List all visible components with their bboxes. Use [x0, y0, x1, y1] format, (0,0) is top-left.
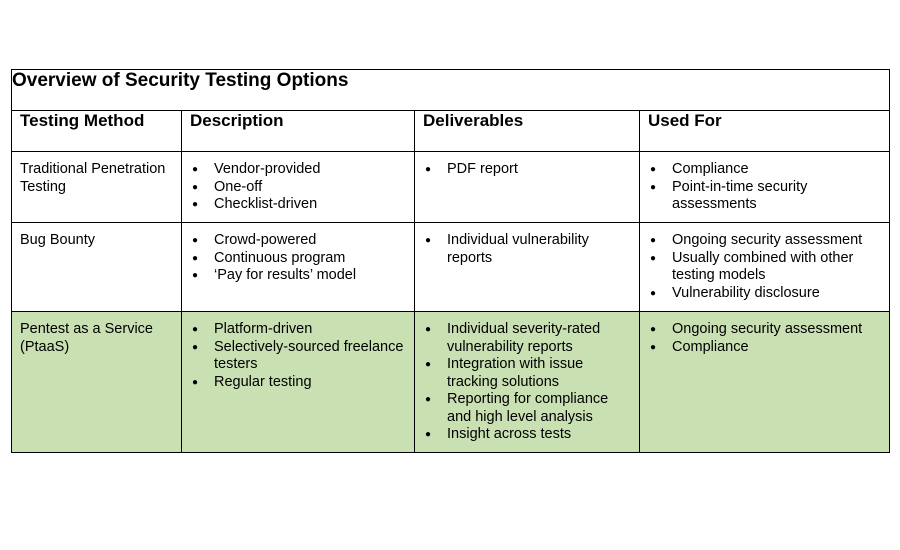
bullet-text: ‘Pay for results’ model [214, 267, 357, 283]
bullet-icon: ● [650, 235, 657, 246]
bullet-text: Insight across tests [447, 426, 572, 442]
bullet-icon: ● [650, 341, 657, 353]
bullet-item [190, 179, 406, 197]
bullet-icon: ● [192, 252, 199, 264]
deliverables-cell [415, 223, 640, 312]
bullet-text: One-off [214, 178, 263, 195]
bullet-icon: ● [425, 235, 432, 246]
bullet-item [190, 196, 406, 214]
bullet-text: Continuous program [214, 249, 346, 266]
bullet-item [423, 356, 631, 391]
description-list [190, 321, 406, 391]
used-for-cell [640, 223, 890, 312]
bullet-item [648, 250, 881, 285]
bullet-item [190, 232, 406, 250]
method-cell: Pentest as a Service (PtaaS) [12, 312, 182, 453]
method-cell: Bug Bounty [12, 223, 182, 312]
header-row [12, 111, 890, 152]
bullet-text: Compliance [672, 338, 749, 355]
title-row [12, 70, 890, 111]
description-cell [182, 223, 415, 312]
method-cell: Traditional Penetration Testing [12, 152, 182, 223]
bullet-icon: ● [192, 324, 199, 335]
bullet-item [190, 339, 406, 374]
deliverables-cell [415, 312, 640, 453]
bullet-icon: ● [650, 324, 657, 335]
bullet-text: Ongoing security assessment [672, 232, 863, 248]
bullet-icon: ● [650, 181, 657, 193]
header-used-for: Used For [640, 111, 890, 152]
deliverables-list [423, 321, 631, 444]
bullet-text: Regular testing [214, 373, 312, 390]
bullet-icon: ● [192, 235, 199, 246]
bullet-item [190, 250, 406, 268]
description-list [190, 232, 406, 285]
security-testing-table [11, 69, 890, 453]
header-description: Description [182, 111, 415, 152]
bullet-icon: ● [192, 376, 199, 388]
bullet-text: Integration with issue tracking solutions [447, 356, 584, 390]
table-title: Overview of Security Testing Options [12, 70, 890, 111]
bullet-text: Usually combined with other testing models [672, 249, 854, 283]
bullet-icon: ● [192, 181, 199, 193]
bullet-text: Vulnerability disclosure [672, 284, 820, 301]
used-for-cell [640, 312, 890, 453]
header-testing-method: Testing Method [12, 111, 182, 152]
bullet-text: Crowd-powered [214, 232, 317, 248]
bullet-text: Compliance [672, 161, 749, 177]
bullet-text: Individual vulnerability reports [447, 232, 589, 266]
bullet-icon: ● [192, 199, 199, 210]
bullet-text: Checklist-driven [214, 196, 318, 212]
bullet-item [648, 232, 881, 250]
bullet-icon: ● [425, 394, 432, 405]
bullet-icon: ● [192, 341, 199, 353]
bullet-text: Individual severity-rated vulnerability reports [447, 321, 601, 355]
bullet-text: Platform-driven [214, 321, 313, 337]
bullet-item [648, 321, 881, 339]
deliverables-list [423, 232, 631, 267]
table-row [12, 152, 890, 223]
description-list [190, 161, 406, 214]
bullet-icon: ● [425, 164, 432, 175]
bullet-item [190, 267, 406, 285]
bullet-item [190, 321, 406, 339]
bullet-item [648, 179, 881, 214]
bullet-icon: ● [425, 359, 432, 370]
used-for-list [648, 161, 881, 214]
bullet-item [423, 161, 631, 179]
bullet-text: Point-in-time security assessments [672, 178, 808, 212]
bullet-item [423, 426, 631, 444]
bullet-icon: ● [650, 287, 657, 299]
bullet-icon: ● [650, 164, 657, 175]
bullet-icon: ● [425, 324, 432, 335]
bullet-item [423, 321, 631, 356]
description-cell [182, 312, 415, 453]
bullet-item [648, 285, 881, 303]
table-row-highlighted [12, 312, 890, 453]
bullet-item [648, 161, 881, 179]
table-row [12, 223, 890, 312]
bullet-icon: ● [650, 252, 657, 264]
description-cell [182, 152, 415, 223]
bullet-text: Vendor-provided [214, 161, 321, 177]
bullet-icon: ● [192, 270, 199, 281]
bullet-icon: ● [425, 429, 432, 440]
bullet-icon: ● [192, 164, 199, 175]
bullet-text: Ongoing security assessment [672, 321, 863, 337]
bullet-text: Selectively-sourced freelance testers [214, 338, 404, 372]
bullet-text: PDF report [447, 161, 518, 177]
deliverables-list [423, 161, 631, 179]
deliverables-cell [415, 152, 640, 223]
bullet-item [423, 391, 631, 426]
used-for-list [648, 321, 881, 356]
bullet-item [423, 232, 631, 267]
used-for-list [648, 232, 881, 302]
bullet-item [190, 374, 406, 392]
bullet-item [648, 339, 881, 357]
header-deliverables: Deliverables [415, 111, 640, 152]
used-for-cell [640, 152, 890, 223]
bullet-text: Reporting for compliance and high level analysis [447, 391, 609, 425]
bullet-item [190, 161, 406, 179]
